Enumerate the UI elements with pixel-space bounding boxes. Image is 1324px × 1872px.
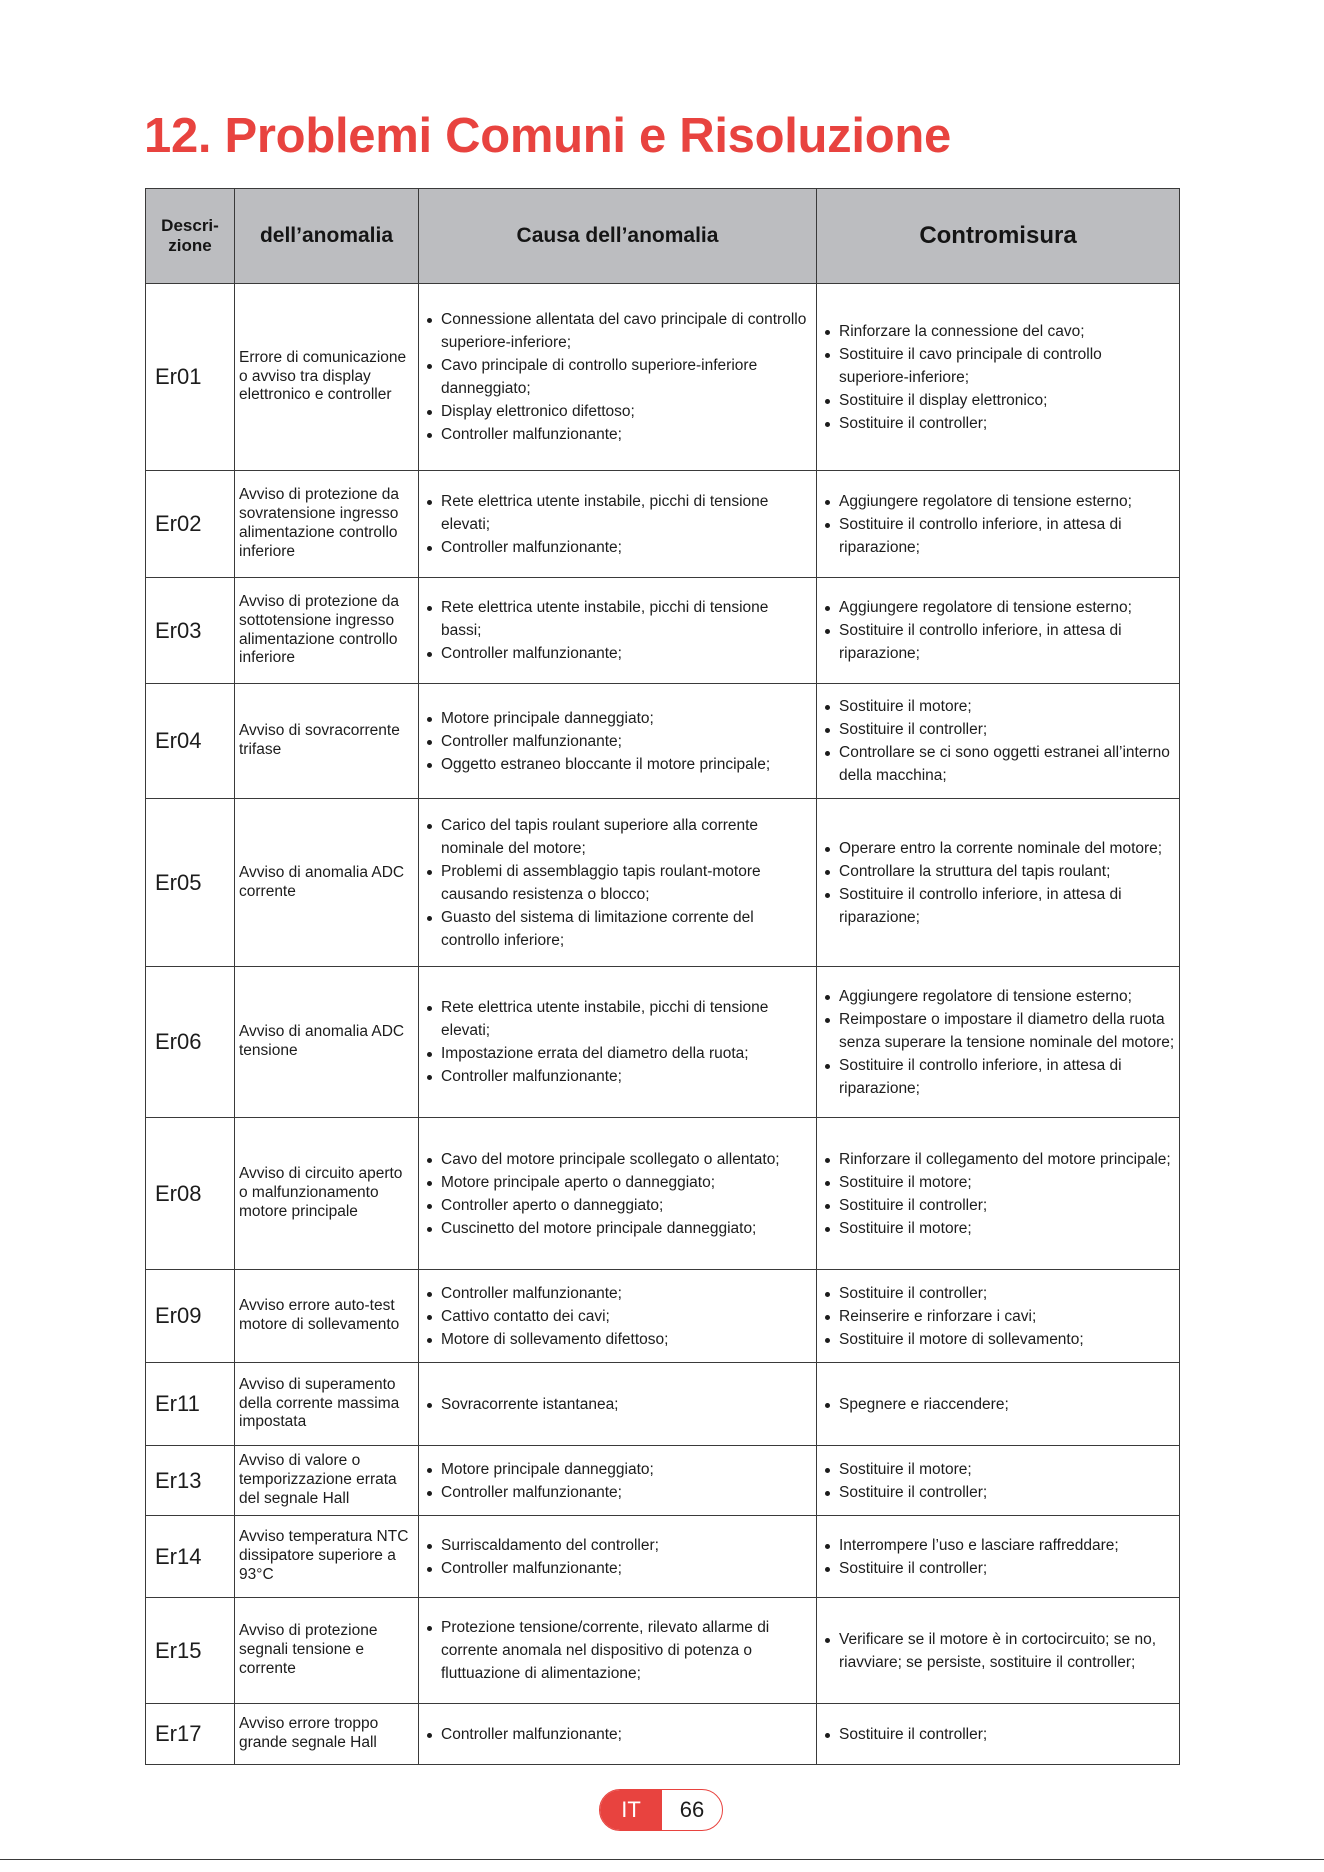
cause-item: Cavo principale di controllo superiore-inferiore danneggiato; [425,354,812,400]
cause-list [425,308,812,446]
cause-item: Oggetto estraneo bloccante il motore principale; [425,753,812,776]
countermeasure-cell [817,1598,1180,1704]
cause-item: Controller malfunzionante; [425,1481,812,1504]
table-row [146,1363,1180,1446]
countermeasure-list [823,985,1175,1100]
countermeasure-item: Sostituire il motore; [823,695,1175,718]
countermeasure-list [823,1393,1175,1416]
countermeasure-list [823,320,1175,435]
error-table [145,188,1180,1765]
cause-list [425,1534,812,1580]
cause-list [425,996,812,1088]
cause-item: Motore principale aperto o danneggiato; [425,1171,812,1194]
countermeasure-item: Interrompere l’uso e lasciare raffreddare; [823,1534,1175,1557]
table-row [146,1516,1180,1598]
cause-cell [419,578,817,684]
table-row [146,1704,1180,1765]
countermeasure-cell [817,284,1180,471]
countermeasure-item: Sostituire il display elettronico; [823,389,1175,412]
countermeasure-cell [817,1118,1180,1270]
cause-item: Controller malfunzionante; [425,642,812,665]
countermeasure-item: Reinserire e rinforzare i cavi; [823,1305,1175,1328]
cause-item: Rete elettrica utente instabile, picchi di tensione bassi; [425,596,812,642]
cause-list [425,1723,812,1746]
header-row [146,189,1180,284]
countermeasure-list [823,490,1175,559]
anomaly-description: Avviso di superamento della corrente massima impostata [235,1363,419,1446]
table-row [146,1446,1180,1516]
cause-item: Cattivo contatto dei cavi; [425,1305,812,1328]
cause-item: Motore di sollevamento difettoso; [425,1328,812,1351]
anomaly-description: Errore di comunicazione o avviso tra display elettronico e controller [235,284,419,471]
cause-list [425,1616,812,1685]
countermeasure-item: Aggiungere regolatore di tensione esterno; [823,490,1175,513]
cause-cell [419,799,817,967]
anomaly-description: Avviso temperatura NTC dissipatore superiore a 93°C [235,1516,419,1598]
countermeasure-item: Controllare se ci sono oggetti estranei all’interno della macchina; [823,741,1175,787]
countermeasure-cell [817,471,1180,578]
countermeasure-item: Aggiungere regolatore di tensione esterno; [823,596,1175,619]
cause-item: Cavo del motore principale scollegato o allentato; [425,1148,812,1171]
countermeasure-item: Sostituire il controllo inferiore, in attesa di riparazione; [823,1054,1175,1100]
language-label: IT [600,1790,662,1830]
countermeasure-item: Sostituire il controller; [823,1481,1175,1504]
cause-item: Protezione tensione/corrente, rilevato allarme di corrente anomala nel dispositivo di potenza o fluttuazione di alimentazione; [425,1616,812,1685]
bottom-divider [0,1859,1324,1872]
cause-list [425,1148,812,1240]
table-row [146,684,1180,799]
anomaly-description: Avviso di anomalia ADC tensione [235,967,419,1118]
cause-item: Surriscaldamento del controller; [425,1534,812,1557]
cause-list [425,1282,812,1351]
error-code: Er03 [146,578,235,684]
cause-item: Carico del tapis roulant superiore alla corrente nominale del motore; [425,814,812,860]
cause-item: Display elettronico difettoso; [425,400,812,423]
cause-item: Controller malfunzionante; [425,1723,812,1746]
cause-cell [419,471,817,578]
error-code: Er09 [146,1270,235,1363]
table-row [146,1598,1180,1704]
countermeasure-item: Spegnere e riaccendere; [823,1393,1175,1416]
cause-list [425,1458,812,1504]
countermeasure-item: Sostituire il cavo principale di controllo superiore-inferiore; [823,343,1175,389]
countermeasure-list [823,596,1175,665]
countermeasure-item: Sostituire il motore; [823,1217,1175,1240]
countermeasure-item: Sostituire il controller; [823,1557,1175,1580]
cause-cell [419,967,817,1118]
cause-item: Rete elettrica utente instabile, picchi di tensione elevati; [425,996,812,1042]
table-row [146,967,1180,1118]
countermeasure-list [823,1282,1175,1351]
cause-item: Motore principale danneggiato; [425,707,812,730]
countermeasure-item: Verificare se il motore è in cortocircuito; se no, riavviare; se persiste, sostituire il controller; [823,1628,1175,1674]
countermeasure-item: Sostituire il controllo inferiore, in attesa di riparazione; [823,513,1175,559]
cause-list [425,490,812,559]
countermeasure-list [823,1723,1175,1746]
table-body [146,284,1180,1765]
cause-item: Controller malfunzionante; [425,1557,812,1580]
countermeasure-cell [817,799,1180,967]
error-code: Er15 [146,1598,235,1704]
cause-item: Problemi di assemblaggio tapis roulant-motore causando resistenza o blocco; [425,860,812,906]
cause-item: Cuscinetto del motore principale danneggiato; [425,1217,812,1240]
countermeasure-item: Sostituire il controller; [823,1723,1175,1746]
countermeasure-list [823,695,1175,787]
cause-list [425,596,812,665]
cause-item: Controller malfunzionante; [425,730,812,753]
countermeasure-cell [817,1516,1180,1598]
cause-cell [419,1363,817,1446]
anomaly-description: Avviso errore auto-test motore di sollevamento [235,1270,419,1363]
header-anomaly: dell’anomalia [235,189,419,284]
error-code: Er11 [146,1363,235,1446]
countermeasure-list [823,1148,1175,1240]
countermeasure-list [823,1628,1175,1674]
countermeasure-cell [817,578,1180,684]
countermeasure-list [823,837,1175,929]
page-number: 66 [679,1797,705,1822]
error-code: Er14 [146,1516,235,1598]
countermeasure-cell [817,1704,1180,1765]
anomaly-description: Avviso di anomalia ADC corrente [235,799,419,967]
countermeasure-item: Reimpostare o impostare il diametro della ruota senza superare la tensione nominale del motore; [823,1008,1175,1054]
countermeasure-item: Sostituire il controller; [823,1194,1175,1217]
cause-item: Impostazione errata del diametro della ruota; [425,1042,812,1065]
countermeasure-cell [817,967,1180,1118]
anomaly-description: Avviso di circuito aperto o malfunzionamento motore principale [235,1118,419,1270]
countermeasure-list [823,1534,1175,1580]
header-description: Descri- zione [146,189,235,284]
cause-item: Sovracorrente istantanea; [425,1393,812,1416]
countermeasure-item: Sostituire il motore; [823,1458,1175,1481]
page-number-badge [599,1789,723,1831]
table-row [146,284,1180,471]
countermeasure-cell [817,1270,1180,1363]
error-code: Er06 [146,967,235,1118]
countermeasure-item: Sostituire il controllo inferiore, in attesa di riparazione; [823,883,1175,929]
countermeasure-item: Sostituire il motore; [823,1171,1175,1194]
cause-cell [419,1446,817,1516]
countermeasure-item: Sostituire il controller; [823,1282,1175,1305]
countermeasure-item: Rinforzare la connessione del cavo; [823,320,1175,343]
error-code: Er04 [146,684,235,799]
table-row [146,799,1180,967]
error-code: Er01 [146,284,235,471]
page-title: 12. Problemi Comuni e Risoluzione [144,109,951,163]
anomaly-description: Avviso di protezione segnali tensione e corrente [235,1598,419,1704]
cause-cell [419,284,817,471]
countermeasure-item: Rinforzare il collegamento del motore principale; [823,1148,1175,1171]
countermeasure-item: Operare entro la corrente nominale del motore; [823,837,1175,860]
error-code: Er02 [146,471,235,578]
cause-list [425,707,812,776]
table-row [146,1270,1180,1363]
cause-item: Rete elettrica utente instabile, picchi di tensione elevati; [425,490,812,536]
cause-item: Controller malfunzionante; [425,1282,812,1305]
anomaly-description: Avviso di protezione da sovratensione ingresso alimentazione controllo inferiore [235,471,419,578]
cause-item: Connessione allentata del cavo principale di controllo superiore-inferiore; [425,308,812,354]
countermeasure-item: Sostituire il controllo inferiore, in attesa di riparazione; [823,619,1175,665]
table-row [146,578,1180,684]
table-header [146,189,1180,284]
countermeasure-cell [817,1446,1180,1516]
countermeasure-item: Controllare la struttura del tapis roulant; [823,860,1175,883]
cause-item: Guasto del sistema di limitazione corrente del controllo inferiore; [425,906,812,952]
error-code: Er05 [146,799,235,967]
header-cause: Causa dell’anomalia [419,189,817,284]
cause-item: Motore principale danneggiato; [425,1458,812,1481]
cause-list [425,814,812,952]
error-code: Er17 [146,1704,235,1765]
error-code: Er08 [146,1118,235,1270]
cause-item: Controller aperto o danneggiato; [425,1194,812,1217]
anomaly-description: Avviso di valore o temporizzazione errata del segnale Hall [235,1446,419,1516]
cause-cell [419,1270,817,1363]
anomaly-description: Avviso errore troppo grande segnale Hall [235,1704,419,1765]
cause-cell [419,684,817,799]
anomaly-description: Avviso di sovracorrente trifase [235,684,419,799]
countermeasure-list [823,1458,1175,1504]
countermeasure-item: Sostituire il motore di sollevamento; [823,1328,1175,1351]
countermeasure-item: Sostituire il controller; [823,718,1175,741]
anomaly-description: Avviso di protezione da sottotensione ingresso alimentazione controllo inferiore [235,578,419,684]
cause-item: Controller malfunzionante; [425,1065,812,1088]
countermeasure-cell [817,1363,1180,1446]
cause-list [425,1393,812,1416]
header-countermeasure: Contromisura [817,189,1180,284]
error-code: Er13 [146,1446,235,1516]
countermeasure-item: Aggiungere regolatore di tensione esterno; [823,985,1175,1008]
table-row [146,1118,1180,1270]
cause-item: Controller malfunzionante; [425,423,812,446]
cause-cell [419,1118,817,1270]
countermeasure-item: Sostituire il controller; [823,412,1175,435]
cause-cell [419,1704,817,1765]
countermeasure-cell [817,684,1180,799]
cause-cell [419,1516,817,1598]
cause-item: Controller malfunzionante; [425,536,812,559]
cause-cell [419,1598,817,1704]
table-row [146,471,1180,578]
